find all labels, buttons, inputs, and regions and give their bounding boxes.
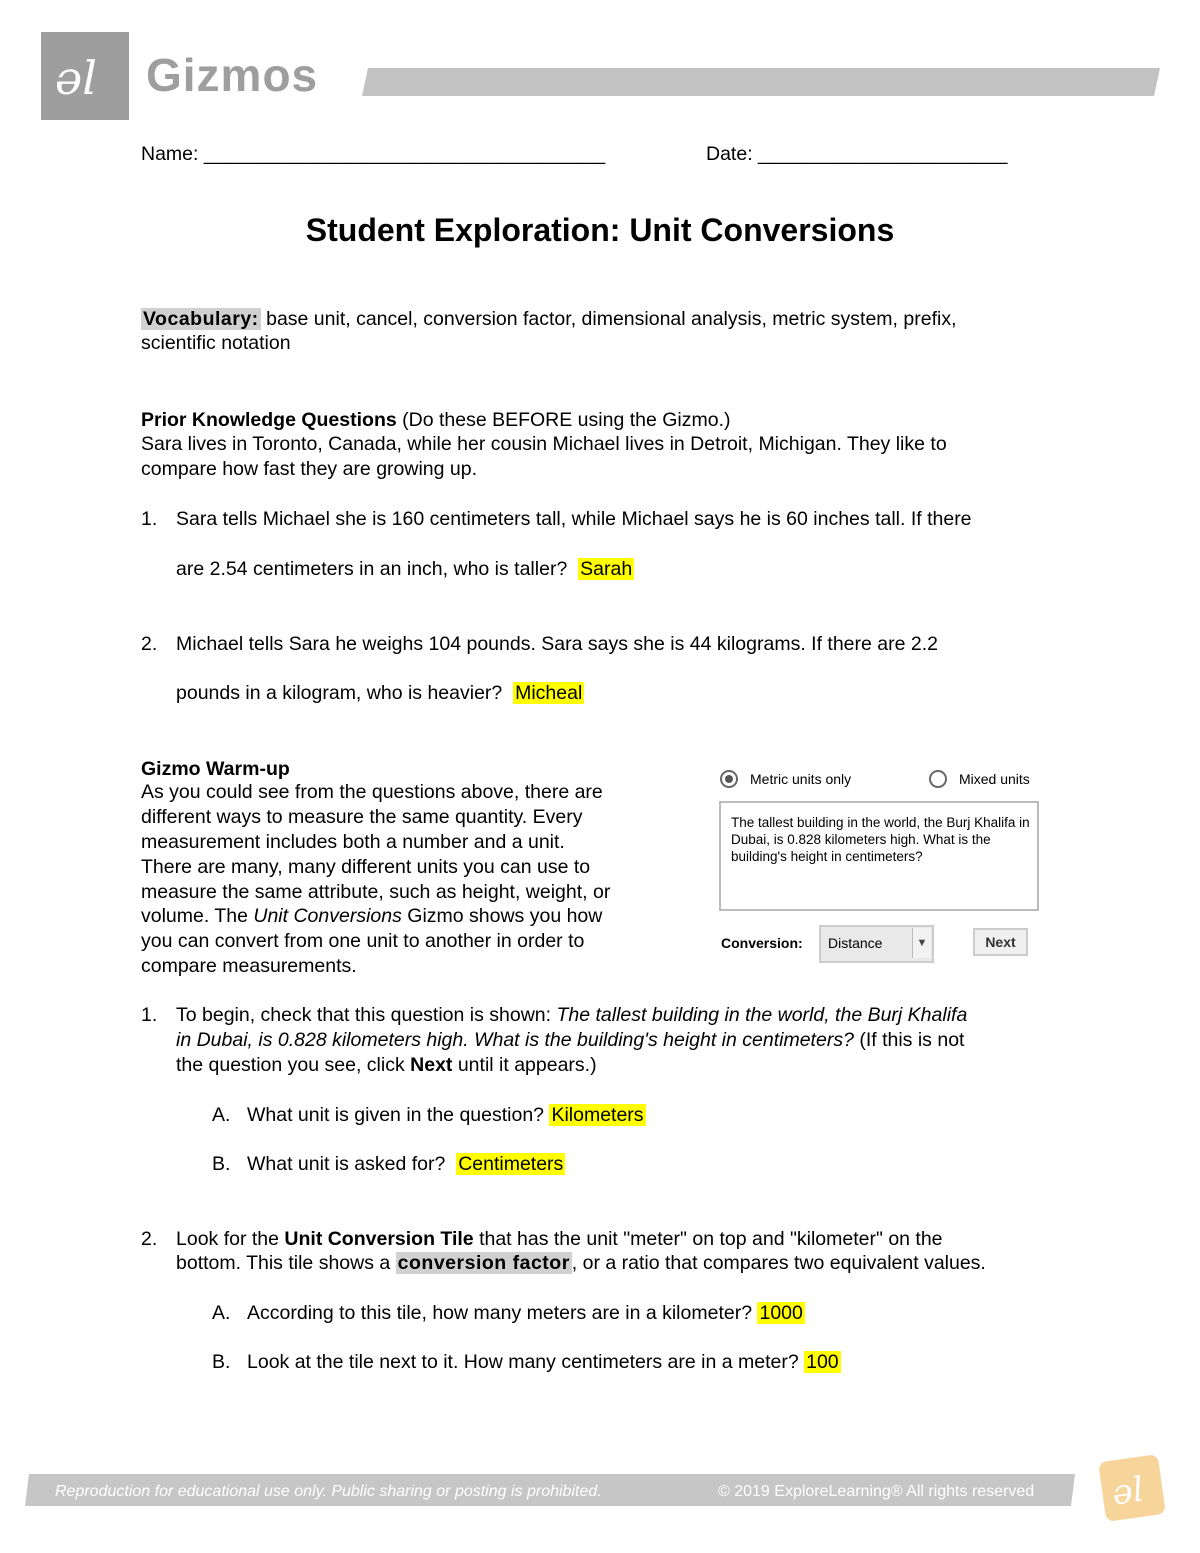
header-bar: [362, 68, 1160, 96]
prior-q1-answer[interactable]: Sarah: [580, 558, 633, 580]
warmup-q1b-letter: B.: [212, 1153, 231, 1175]
warmup-q2-a: Look for the: [176, 1228, 285, 1250]
date-blank: _______________________: [758, 143, 1008, 165]
warmup-q1-d: (If this is not: [853, 1029, 965, 1051]
prior-intro-1: Sara lives in Toronto, Canada, while her cousin Michael lives in Detroit, Michigan. They like to: [141, 433, 947, 455]
warmup-line-7: you can convert from one unit to another in order to: [141, 930, 585, 952]
warmup-q1a: [247, 1103, 646, 1128]
footer-copyright: © 2019 ExploreLearning® All rights reserved: [718, 1483, 1035, 1500]
prior-q1-number: 1.: [141, 508, 158, 530]
warmup-q2a: [247, 1301, 805, 1326]
prior-q2-line-1: Michael tells Sara he weighs 104 pounds. Sara says she is 44 kilograms. If there are 2.2: [176, 633, 938, 655]
warmup-line-3: measurement includes both a number and a unit.: [141, 831, 565, 853]
warmup-q1-line-2: [176, 1028, 964, 1053]
warmup-line-6-c: Gizmo shows you how: [401, 905, 603, 927]
warmup-q1b-answer[interactable]: Centimeters: [458, 1153, 564, 1175]
chevron-down-icon[interactable]: ▼: [912, 928, 931, 958]
footer-notice: Reproduction for educational use only. Public sharing or posting is prohibited.: [55, 1483, 602, 1500]
warmup-heading-text: Gizmo Warm-up: [141, 758, 290, 780]
radio-metric-units-label: Metric units only: [750, 771, 852, 787]
warmup-line-6: [141, 904, 602, 929]
warmup-q2-d: bottom. This tile shows a: [176, 1252, 396, 1274]
svg-text:əl: əl: [1109, 1469, 1147, 1514]
warmup-line-8: compare measurements.: [141, 955, 357, 977]
warmup-q1b: [247, 1152, 565, 1177]
conversion-label: Conversion:: [721, 935, 803, 951]
warmup-q2a-text: According to this tile, how many meters are in a kilometer?: [247, 1302, 753, 1324]
warmup-q1-c: in Dubai, is 0.828 kilometers high. What is the building's height in centimeters?: [176, 1029, 854, 1051]
warmup-q1-a: To begin, check that this question is shown:: [176, 1004, 557, 1026]
warmup-q1-line-1: [176, 1003, 967, 1028]
conversion-value: Distance: [828, 935, 883, 951]
prior-heading-note: (Do these BEFORE using the Gizmo.): [396, 409, 731, 431]
warmup-line-4: There are many, many different units you can use to: [141, 856, 591, 878]
warmup-q2-line-1: [176, 1227, 943, 1252]
gizmos-logo: [41, 32, 129, 120]
warmup-q2b-letter: B.: [212, 1351, 231, 1373]
warmup-q2b-answer[interactable]: 100: [806, 1351, 839, 1373]
vocabulary-terms: base unit, cancel, conversion factor, dimensional analysis, metric system, prefix,: [260, 308, 957, 330]
warmup-q1-e: the question you see, click: [176, 1054, 411, 1076]
warmup-q1b-text: What unit is asked for?: [247, 1153, 446, 1175]
prior-q1-text: are 2.54 centimeters in an inch, who is taller?: [176, 558, 568, 580]
warmup-line-2: different ways to measure the same quantity. Every: [141, 806, 583, 828]
warmup-q1-number: 1.: [141, 1004, 158, 1026]
warmup-q2b-text: Look at the tile next to it. How many centimeters are in a meter?: [247, 1351, 799, 1373]
vocabulary-line-1: [141, 307, 957, 332]
prior-q2-text: pounds in a kilogram, who is heavier?: [176, 682, 503, 704]
warmup-q1a-letter: A.: [212, 1104, 231, 1126]
warmup-q1-b: The tallest building in the world, the Burj Khalifa: [556, 1004, 968, 1026]
svg-text:əl: əl: [55, 51, 97, 105]
prior-intro-2: compare how fast they are growing up.: [141, 458, 478, 480]
prior-q1-line-2: [176, 557, 634, 582]
brand-name: Gizmos: [146, 49, 319, 101]
name-field[interactable]: [141, 142, 605, 167]
warmup-q1-next: Next: [410, 1054, 453, 1076]
prior-heading: [141, 408, 731, 433]
page-title: Student Exploration: Unit Conversions: [305, 212, 895, 248]
next-button[interactable]: Next: [973, 928, 1028, 956]
date-field[interactable]: [706, 142, 1007, 167]
warmup-line-6-a: volume. The: [141, 905, 254, 927]
vocabulary-line-2: scientific notation: [141, 332, 291, 354]
warmup-q2-conversion-factor: conversion factor: [397, 1252, 570, 1274]
radio-mixed-units-label: Mixed units: [959, 771, 1030, 787]
prior-q1-line-1: Sara tells Michael she is 160 centimeters tall, while Michael says he is 60 inches tall. If there: [176, 508, 972, 530]
warmup-q1-line-3: [176, 1053, 597, 1078]
date-label: Date:: [706, 143, 753, 165]
warmup-q2a-answer[interactable]: 1000: [759, 1302, 803, 1324]
warmup-q2-f: , or a ratio that compares two equivalent values.: [571, 1252, 986, 1274]
prior-q2-line-2: [176, 681, 584, 706]
prior-q2-number: 2.: [141, 633, 158, 655]
name-label: Name:: [141, 143, 199, 165]
explorelearning-logo-icon: [1094, 1450, 1170, 1526]
warmup-line-1: As you could see from the questions above, there are: [141, 781, 603, 803]
warmup-q2-number: 2.: [141, 1228, 158, 1250]
warmup-q1a-answer[interactable]: Kilometers: [551, 1104, 644, 1126]
warmup-q2-line-2: [176, 1251, 986, 1276]
prior-heading-text: Prior Knowledge Questions: [141, 409, 397, 431]
vocabulary-label: Vocabulary:: [143, 308, 259, 330]
question-text: The tallest building in the world, the Burj Khalifa in Dubai, is 0.828 kilometers high. What is the building's height in centimeters?: [731, 815, 1030, 864]
warmup-q2-c: that has the unit "meter" on top and "kilometer" on the: [473, 1228, 943, 1250]
name-blank: _____________________________________: [203, 143, 606, 165]
radio-mixed-units[interactable]: [929, 770, 947, 788]
warmup-heading: [141, 757, 290, 782]
warmup-line-5: measure the same attribute, such as height, weight, or: [141, 881, 611, 903]
warmup-q1a-text: What unit is given in the question?: [247, 1104, 545, 1126]
prior-q2-answer[interactable]: Micheal: [515, 682, 583, 704]
radio-metric-units[interactable]: [720, 770, 738, 788]
warmup-q2-tile: Unit Conversion Tile: [284, 1228, 474, 1250]
warmup-q2b: [247, 1350, 841, 1375]
el-logo-icon: [41, 32, 129, 120]
warmup-line-6-gizmo-name: Unit Conversions: [253, 905, 402, 927]
warmup-q1-g: until it appears.): [452, 1054, 597, 1076]
warmup-q2a-letter: A.: [212, 1302, 231, 1324]
